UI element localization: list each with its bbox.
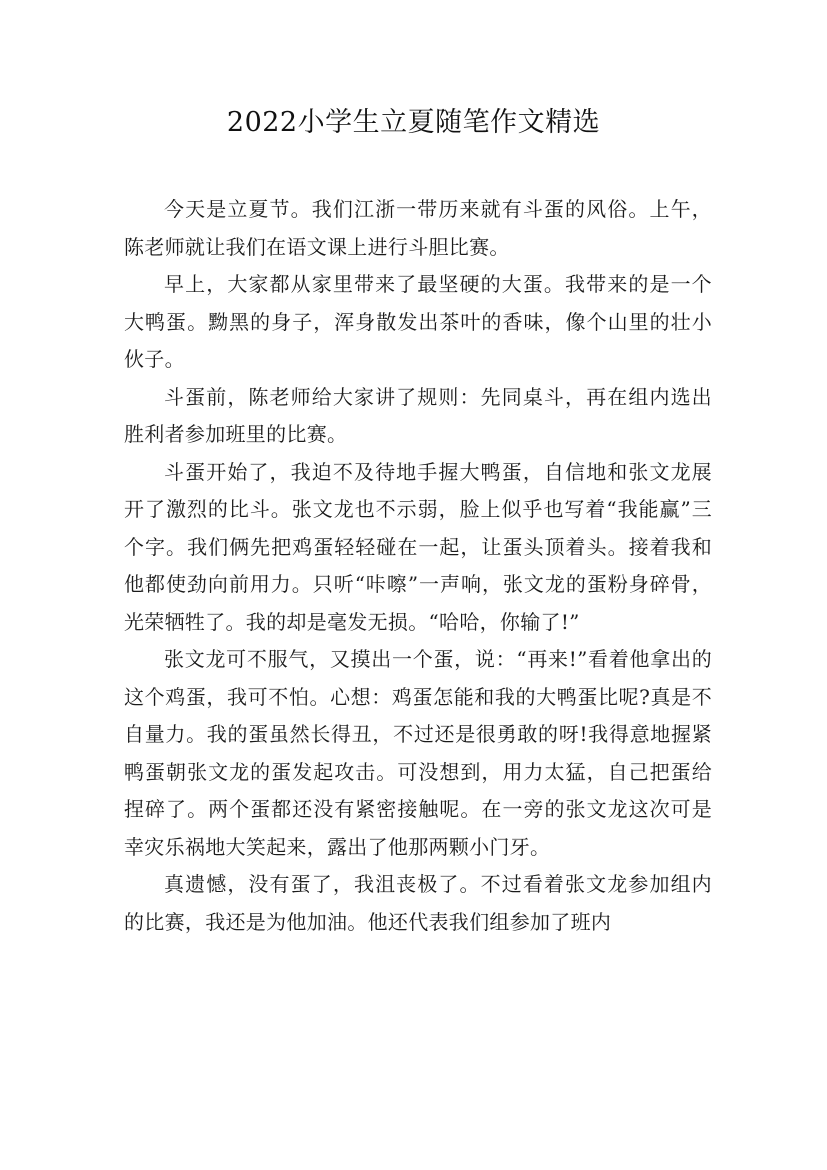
document-body [124, 191, 712, 941]
paragraph: 斗蛋开始了，我迫不及待地手握大鸭蛋，自信地和张文龙展开了激烈的比斗。张文龙也不示弱，脸上似乎也写着“我能赢”三个字。我们俩先把鸡蛋轻轻碰在一起，让蛋头顶着头。接着我和他都使劲向前用力。只听“咔嚓”一声响，张文龙的蛋粉身碎骨，光荣牺牲了。我的却是毫发无损。“哈哈，你输了!” [124, 459, 712, 634]
paragraph: 真遗憾，没有蛋了，我沮丧极了。不过看着张文龙参加组内的比赛，我还是为他加油。他还代表我们组参加了班内 [124, 872, 712, 934]
paragraph: 早上，大家都从家里带来了最坚硬的大蛋。我带来的是一个大鸭蛋。黝黑的身子，浑身散发出茶叶的香味，像个山里的壮小伙子。 [124, 272, 712, 371]
document-title: 2022小学生立夏随笔作文精选 [226, 107, 601, 138]
paragraph: 张文龙可不服气，又摸出一个蛋，说：“再来!”看着他拿出的这个鸡蛋，我可不怕。心想：鸡蛋怎能和我的大鸭蛋比呢?真是不自量力。我的蛋虽然长得丑，不过还是很勇敢的呀!我得意地握紧鸭蛋朝张文龙的蛋发起攻击。可没想到，用力太猛，自己把蛋给捏碎了。两个蛋都还没有紧密接触呢。在一旁的张文龙这次可是幸灾乐祸地大笑起来，露出了他那两颗小门牙。 [124, 647, 712, 859]
paragraph: 斗蛋前，陈老师给大家讲了规则：先同桌斗，再在组内选出胜利者参加班里的比赛。 [124, 384, 712, 446]
paragraph: 今天是立夏节。我们江浙一带历来就有斗蛋的风俗。上午，陈老师就让我们在语文课上进行斗胆比赛。 [124, 197, 712, 259]
